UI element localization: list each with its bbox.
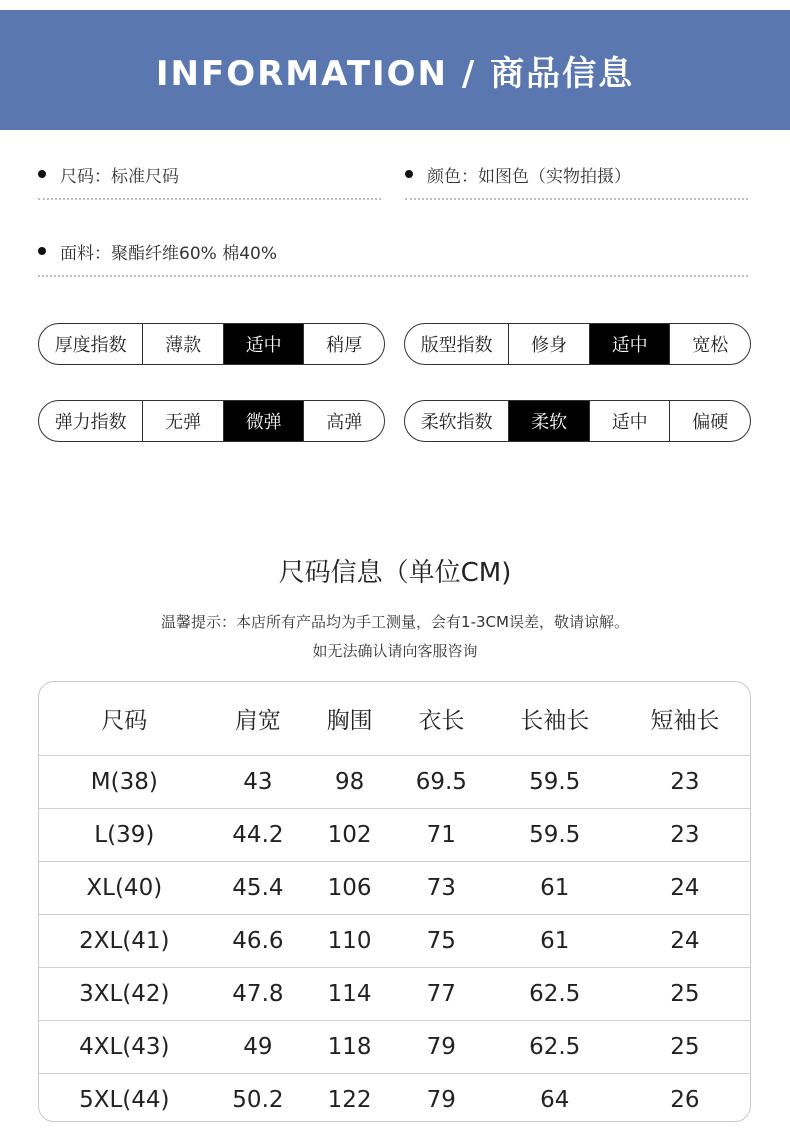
table-header-row bbox=[39, 682, 750, 756]
table-cell: 5XL(44) bbox=[39, 1074, 210, 1123]
size-table bbox=[38, 681, 751, 1122]
index-label: 弹力指数 bbox=[54, 412, 127, 433]
bullet-icon bbox=[38, 170, 46, 178]
table-cell: 62.5 bbox=[490, 1021, 620, 1074]
table-cell: 73 bbox=[393, 862, 490, 915]
table-cell: M(38) bbox=[39, 756, 210, 809]
index-option-selected: 柔软 bbox=[508, 401, 589, 441]
table-cell: 25 bbox=[620, 1021, 750, 1074]
table-cell: 47.8 bbox=[210, 968, 307, 1021]
index-option-selected: 适中 bbox=[589, 324, 670, 364]
index-label: 厚度指数 bbox=[54, 335, 127, 356]
table-cell: 24 bbox=[620, 862, 750, 915]
index-fit bbox=[404, 323, 751, 365]
table-cell: 102 bbox=[306, 809, 393, 862]
table-row bbox=[39, 809, 750, 862]
column-header: 长袖长 bbox=[520, 708, 590, 734]
index-thickness bbox=[38, 323, 385, 365]
info-size-text: 尺码：标准尺码 bbox=[60, 166, 179, 187]
column-header: 短袖长 bbox=[650, 708, 720, 734]
table-cell: 49 bbox=[210, 1021, 307, 1074]
table-cell: 77 bbox=[393, 968, 490, 1021]
table-cell: 114 bbox=[306, 968, 393, 1021]
table-cell: XL(40) bbox=[39, 862, 210, 915]
header-banner bbox=[0, 10, 790, 130]
table-row bbox=[39, 1021, 750, 1074]
index-option-selected: 微弹 bbox=[223, 401, 304, 441]
index-option: 高弹 bbox=[303, 401, 384, 441]
table-cell: 23 bbox=[620, 756, 750, 809]
table-cell: 45.4 bbox=[210, 862, 307, 915]
table-row bbox=[39, 756, 750, 809]
table-cell: 50.2 bbox=[210, 1074, 307, 1123]
column-header: 尺码 bbox=[101, 708, 148, 734]
divider bbox=[405, 198, 748, 200]
info-fabric bbox=[38, 231, 277, 271]
column-header: 肩宽 bbox=[234, 708, 281, 734]
table-cell: 71 bbox=[393, 809, 490, 862]
table-cell: 26 bbox=[620, 1074, 750, 1123]
table-cell: 61 bbox=[490, 862, 620, 915]
index-label: 柔软指数 bbox=[420, 412, 493, 433]
table-cell: 23 bbox=[620, 809, 750, 862]
index-option: 适中 bbox=[589, 401, 670, 441]
table-cell: 62.5 bbox=[490, 968, 620, 1021]
index-elasticity bbox=[38, 400, 385, 442]
banner-title: INFORMATION / 商品信息 bbox=[155, 53, 635, 94]
table-cell: 79 bbox=[393, 1074, 490, 1123]
table-cell: 59.5 bbox=[490, 756, 620, 809]
column-header: 衣长 bbox=[418, 708, 465, 734]
bullet-icon bbox=[405, 170, 413, 178]
table-cell: 64 bbox=[490, 1074, 620, 1123]
size-info-title: 尺码信息（单位CM) bbox=[278, 558, 512, 588]
bullet-icon bbox=[38, 247, 46, 255]
index-option: 薄款 bbox=[142, 324, 223, 364]
index-option: 偏硬 bbox=[669, 401, 750, 441]
table-cell: 79 bbox=[393, 1021, 490, 1074]
table-cell: 4XL(43) bbox=[39, 1021, 210, 1074]
table-cell: 2XL(41) bbox=[39, 915, 210, 968]
index-option: 修身 bbox=[508, 324, 589, 364]
divider bbox=[38, 198, 381, 200]
index-option: 稍厚 bbox=[303, 324, 384, 364]
table-row bbox=[39, 862, 750, 915]
divider bbox=[38, 275, 748, 277]
table-cell: L(39) bbox=[39, 809, 210, 862]
table-cell: 98 bbox=[306, 756, 393, 809]
table-row bbox=[39, 915, 750, 968]
info-color bbox=[405, 154, 631, 194]
index-option: 宽松 bbox=[669, 324, 750, 364]
table-row bbox=[39, 1074, 750, 1123]
table-cell: 118 bbox=[306, 1021, 393, 1074]
size-note-2: 如无法确认请向客服咨询 bbox=[312, 642, 478, 660]
table-cell: 43 bbox=[210, 756, 307, 809]
table-cell: 44.2 bbox=[210, 809, 307, 862]
table-cell: 3XL(42) bbox=[39, 968, 210, 1021]
index-label: 版型指数 bbox=[420, 335, 493, 356]
table-cell: 25 bbox=[620, 968, 750, 1021]
table-cell: 69.5 bbox=[393, 756, 490, 809]
index-option: 无弹 bbox=[142, 401, 223, 441]
table-cell: 24 bbox=[620, 915, 750, 968]
table-cell: 110 bbox=[306, 915, 393, 968]
table-cell: 59.5 bbox=[490, 809, 620, 862]
table-row bbox=[39, 968, 750, 1021]
table-cell: 46.6 bbox=[210, 915, 307, 968]
info-fabric-text: 面料：聚酯纤维60% 棉40% bbox=[60, 243, 277, 264]
size-note-1: 温馨提示：本店所有产品均为手工测量，会有1-3CM误差，敬请谅解。 bbox=[161, 613, 629, 631]
table-cell: 75 bbox=[393, 915, 490, 968]
table-cell: 106 bbox=[306, 862, 393, 915]
index-softness bbox=[404, 400, 751, 442]
index-option-selected: 适中 bbox=[223, 324, 304, 364]
table-cell: 122 bbox=[306, 1074, 393, 1123]
column-header: 胸围 bbox=[326, 708, 373, 734]
info-color-text: 颜色：如图色（实物拍摄） bbox=[427, 166, 631, 187]
info-size bbox=[38, 154, 179, 194]
table-cell: 61 bbox=[490, 915, 620, 968]
